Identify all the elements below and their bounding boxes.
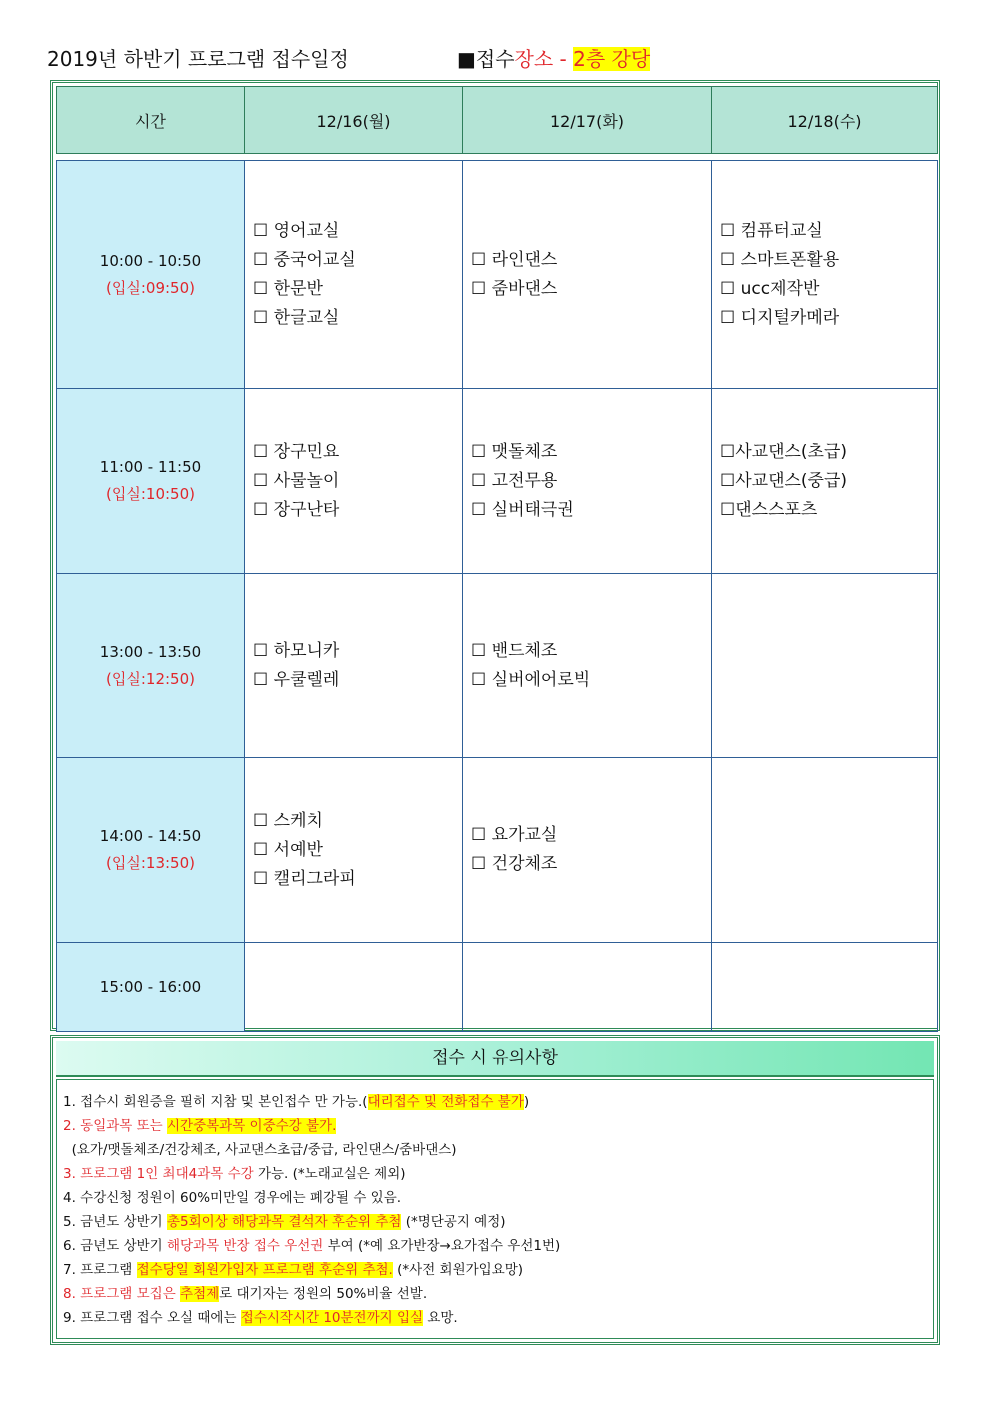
program-cell-tue (463, 574, 712, 758)
time-range: 15:00 - 16:00 (99, 977, 202, 996)
notice-line (63, 1090, 933, 1114)
time-range: 13:00 - 13:50 (99, 642, 202, 661)
program-cell-tue (463, 943, 712, 1032)
notice-segment: 로 대기자는 정원의 50%비율 선발. (219, 1286, 428, 1302)
program-checkbox-item[interactable]: ☐ 한문반 (253, 278, 323, 299)
program-cell-mon (245, 943, 463, 1032)
program-cell-wed (712, 758, 938, 943)
program-checkbox-item[interactable]: ☐ 맷돌체조 (471, 441, 558, 462)
program-cell-tue (463, 389, 712, 574)
notice-segment: 6. 금년도 상반기 (63, 1238, 167, 1254)
page-title (47, 42, 947, 76)
location-keyword: 장소 (514, 47, 554, 71)
program-cell-tue (463, 758, 712, 943)
program-checkbox-item[interactable]: ☐ 건강체조 (471, 854, 558, 874)
time-cell (57, 943, 245, 1032)
program-checkbox-item[interactable]: ☐ 장구민요 (253, 441, 340, 462)
header-wed: 12/18(수) (712, 87, 938, 154)
notice-segment: 1. 접수시 회원증을 필히 지참 및 본인접수 만 가능.( (63, 1094, 368, 1110)
program-checkbox-item[interactable]: ☐ 스마트폰활용 (720, 249, 840, 270)
time-cell (57, 389, 245, 574)
notice-segment: 시간중복과목 이중수강 불가. (167, 1118, 337, 1134)
notice-segment: 7. 프로그램 (63, 1262, 137, 1278)
notice-box (50, 1035, 940, 1345)
program-cell-wed (712, 161, 938, 389)
notice-segment: 접수시작시간 10분전까지 입실 (240, 1310, 424, 1326)
notice-list (56, 1079, 934, 1339)
program-checkbox-item[interactable]: ☐사교댄스(중급) (720, 470, 848, 491)
program-cell-mon (245, 161, 463, 389)
notice-line (63, 1162, 933, 1186)
notice-segment: 9. 프로그램 접수 오실 때에는 (63, 1310, 241, 1326)
program-checkbox-item[interactable]: ☐사교댄스(초급) (720, 441, 848, 462)
time-range: 11:00 - 11:50 (99, 458, 202, 476)
notice-segment: 접수당일 회원가입자 프로그램 후순위 추첨. (136, 1262, 393, 1278)
program-checkbox-item[interactable]: ☐ 서예반 (253, 839, 323, 860)
program-checkbox-item[interactable]: ☐ 장구난타 (253, 499, 340, 520)
entry-time: (입실:10:50) (106, 485, 195, 503)
program-checkbox-item[interactable]: ☐ 실버에어로빅 (471, 669, 591, 690)
program-cell-mon (245, 574, 463, 758)
location-label (457, 42, 650, 76)
program-checkbox-item[interactable]: ☐ 영어교실 (253, 220, 340, 241)
program-checkbox-item[interactable]: ☐ 캘리그라피 (253, 868, 356, 889)
schedule-row (57, 574, 938, 758)
program-checkbox-item[interactable]: ☐ 중국어교실 (253, 249, 356, 270)
header-tue: 12/17(화) (463, 87, 712, 154)
notice-segment: 8. 프로그램 모집은 (63, 1286, 181, 1302)
program-checkbox-item[interactable]: ☐ 하모니카 (253, 640, 340, 661)
entry-time: (입실:12:50) (106, 669, 195, 688)
notice-line (63, 1306, 933, 1330)
header-time: 시간 (57, 87, 245, 154)
location-prefix: 접수 (475, 47, 515, 71)
notice-line (63, 1186, 933, 1210)
schedule-table (56, 86, 938, 1032)
notice-segment: 5. 금년도 상반기 (63, 1214, 167, 1230)
location-place: 2층 강당 (573, 47, 651, 71)
entry-time: (입실:09:50) (106, 278, 195, 297)
notice-line (63, 1210, 933, 1234)
program-checkbox-item[interactable]: ☐ 실버태극권 (471, 499, 574, 520)
schedule-row (57, 161, 938, 389)
notice-segment: 2. 동일과목 또는 (63, 1118, 167, 1134)
program-checkbox-item[interactable]: ☐ 우쿨렐레 (253, 669, 340, 690)
time-cell (57, 161, 245, 389)
notice-line (63, 1114, 933, 1138)
program-checkbox-item[interactable]: ☐ 컴퓨터교실 (720, 220, 823, 241)
time-cell (57, 574, 245, 758)
notice-segment: 프로그램 1인 최대4과목 수강 (80, 1166, 254, 1182)
schedule-title: 2019년 하반기 프로그램 접수일정 (47, 47, 349, 71)
notice-segment: 3. (63, 1166, 81, 1182)
program-checkbox-item[interactable]: ☐ 고전무용 (471, 470, 558, 491)
schedule-row (57, 943, 938, 1032)
program-checkbox-item[interactable]: ☐ 라인댄스 (471, 249, 558, 270)
notice-segment: 총5회이상 해당과목 결석자 후순위 추첨 (167, 1214, 402, 1230)
notice-segment: 가능. (*노래교실은 제외) (253, 1166, 406, 1182)
program-checkbox-item[interactable]: ☐ 줌바댄스 (471, 278, 558, 299)
program-cell-wed (712, 943, 938, 1032)
program-cell-mon (245, 389, 463, 574)
program-checkbox-item[interactable]: ☐ 한글교실 (253, 307, 340, 328)
notice-line (63, 1234, 933, 1258)
notice-segment: (*사전 회원가입요망) (392, 1262, 524, 1278)
header-mon: 12/16(월) (245, 87, 463, 154)
notice-segment: ) (523, 1094, 530, 1110)
notice-title: 접수 시 유의사항 (56, 1041, 934, 1077)
program-cell-wed (712, 574, 938, 758)
location-dash: - (553, 47, 574, 71)
time-cell (57, 758, 245, 943)
schedule-row (57, 758, 938, 943)
schedule-row (57, 389, 938, 574)
notice-line (63, 1258, 933, 1282)
program-cell-tue (463, 161, 712, 389)
notice-segment: 4. 수강신청 정원이 60%미만일 경우에는 폐강될 수 있음. (63, 1190, 402, 1206)
program-checkbox-item[interactable]: ☐댄스스포츠 (720, 499, 818, 520)
notice-line (63, 1138, 933, 1162)
notice-segment: 부여 (*예 요가반장→요가접수 우선1번) (323, 1238, 561, 1254)
time-range: 10:00 - 10:50 (99, 251, 202, 270)
program-checkbox-item[interactable]: ☐ ucc제작반 (720, 278, 820, 299)
program-checkbox-item[interactable]: ☐ 사물놀이 (253, 470, 340, 491)
program-checkbox-item[interactable]: ☐ 요가교실 (471, 825, 558, 845)
notice-line (63, 1282, 933, 1306)
notice-segment: 대리접수 및 전화접수 불가 (367, 1094, 524, 1110)
notice-segment: 추첨제 (180, 1286, 220, 1302)
program-cell-mon (245, 758, 463, 943)
time-range: 14:00 - 14:50 (99, 827, 202, 845)
program-checkbox-item[interactable]: ☐ 스케치 (253, 810, 323, 831)
program-checkbox-item[interactable]: ☐ 디지털카메라 (720, 307, 840, 328)
entry-time: (입실:13:50) (106, 854, 195, 872)
table-header-row (57, 87, 938, 154)
schedule-table-frame (50, 80, 940, 1031)
notice-segment: 요망. (423, 1310, 458, 1326)
notice-segment: (요가/맷돌체조/건강체조, 사교댄스초급/중급, 라인댄스/줌바댄스) (63, 1142, 457, 1158)
notice-segment: (*명단공지 예정) (401, 1214, 506, 1230)
notice-segment: 해당과목 반장 접수 우선권 (167, 1238, 324, 1254)
program-checkbox-item[interactable]: ☐ 밴드체조 (471, 640, 558, 661)
square-bullet-icon: ■ (457, 47, 476, 71)
program-cell-wed (712, 389, 938, 574)
